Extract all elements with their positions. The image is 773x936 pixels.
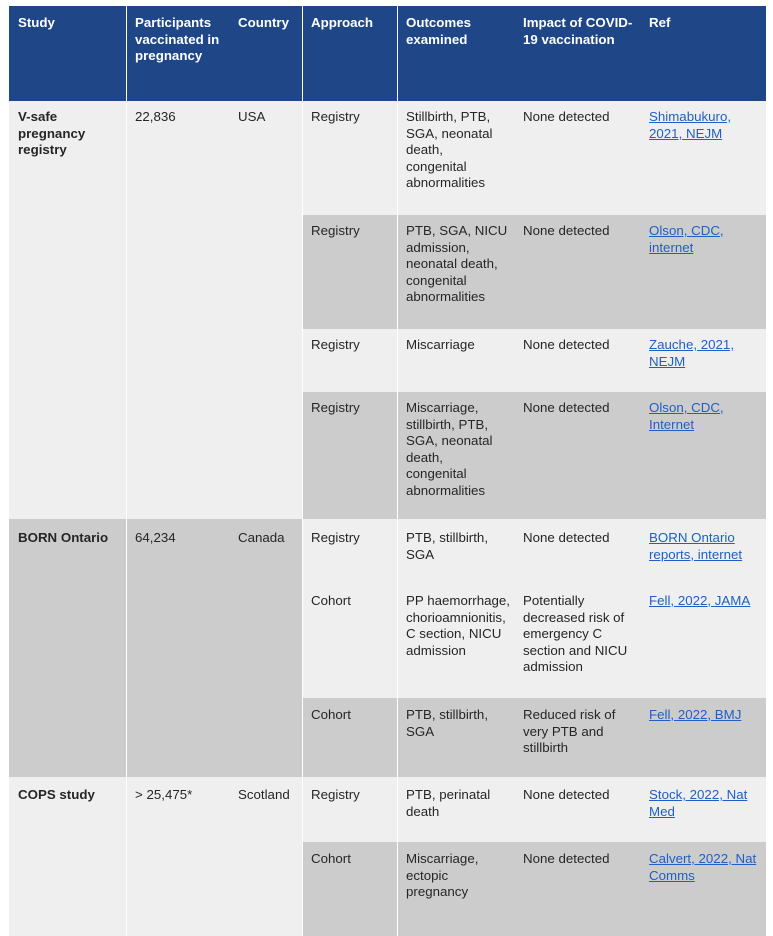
row-outcomes: PTB, perinatal death [406, 787, 491, 819]
row-impact: Reduced risk of very PTB and stillbirth [523, 707, 616, 756]
reference-link[interactable]: Fell, 2022, BMJ [649, 707, 742, 722]
row-outcomes: Miscarriage, ectopic pregnancy [406, 851, 479, 900]
header-outcomes: Outcomes examined [406, 15, 472, 47]
column-divider [397, 6, 398, 936]
study-name: COPS study [18, 787, 95, 802]
reference-link[interactable]: Calvert, 2022, Nat Comms [649, 851, 757, 883]
row-impact: None detected [523, 787, 610, 802]
row-approach: Registry [311, 223, 360, 238]
column-divider [302, 6, 303, 936]
header-participants: Participants vaccinated in pregnancy [135, 15, 220, 63]
row-outcomes: PTB, SGA, NICU admission, neonatal death, congenital abnormalities [406, 223, 508, 305]
header-country: Country [238, 15, 289, 30]
row-approach: Registry [311, 109, 360, 124]
study-name: V-safe pregnancy registry [18, 109, 86, 158]
study-group-born [9, 519, 302, 777]
row-outcomes: Stillbirth, PTB, SGA, neonatal death, congenital abnormalities [406, 109, 493, 191]
header-study: Study [18, 15, 55, 30]
column-divider [126, 6, 127, 936]
header-ref: Ref [649, 15, 671, 30]
row-outcomes: PTB, stillbirth, SGA [406, 530, 489, 562]
row-approach: Registry [311, 530, 360, 545]
table-header [9, 6, 766, 101]
study-country: USA [238, 109, 266, 124]
study-participants: 22,836 [135, 109, 176, 124]
row-impact: None detected [523, 109, 610, 124]
reference-link[interactable]: Zauche, 2021, NEJM [649, 337, 735, 369]
row-impact: Potentially decreased risk of emergency C section and NICU admission [523, 593, 628, 675]
row-outcomes: Miscarriage, stillbirth, PTB, SGA, neonatal death, congenital abnormalities [406, 400, 493, 498]
study-name: BORN Ontario [18, 530, 109, 545]
study-country: Canada [238, 530, 285, 545]
row-impact: None detected [523, 337, 610, 352]
reference-link[interactable]: Olson, CDC, internet [649, 223, 724, 255]
row-approach: Registry [311, 337, 360, 352]
row-impact: None detected [523, 223, 610, 238]
row-outcomes: Miscarriage [406, 337, 475, 352]
row-outcomes: PTB, stillbirth, SGA [406, 707, 489, 739]
reference-link[interactable]: Stock, 2022, Nat Med [649, 787, 748, 819]
reference-link[interactable]: Fell, 2022, JAMA [649, 593, 751, 608]
study-participants: 64,234 [135, 530, 176, 545]
row-impact: None detected [523, 400, 610, 415]
row-approach: Registry [311, 400, 360, 415]
row-approach: Cohort [311, 593, 351, 608]
row-outcomes: PP haemorrhage, chorioamnionitis, C section, NICU admission [406, 593, 510, 658]
study-group-vsafe [9, 101, 302, 519]
row-impact: None detected [523, 530, 610, 545]
row-approach: Cohort [311, 707, 351, 722]
header-approach: Approach [311, 15, 374, 30]
study-participants: > 25,475* [135, 787, 193, 802]
row-approach: Cohort [311, 851, 351, 866]
study-country: Scotland [238, 787, 290, 802]
reference-link[interactable]: BORN Ontario reports, internet [649, 530, 743, 562]
reference-link[interactable]: Shimabukuro, 2021, NEJM [649, 109, 732, 141]
reference-link[interactable]: Olson, CDC, Internet [649, 400, 724, 432]
row-impact: None detected [523, 851, 610, 866]
header-impact: Impact of COVID-19 vaccination [523, 15, 633, 47]
row-approach: Registry [311, 787, 360, 802]
